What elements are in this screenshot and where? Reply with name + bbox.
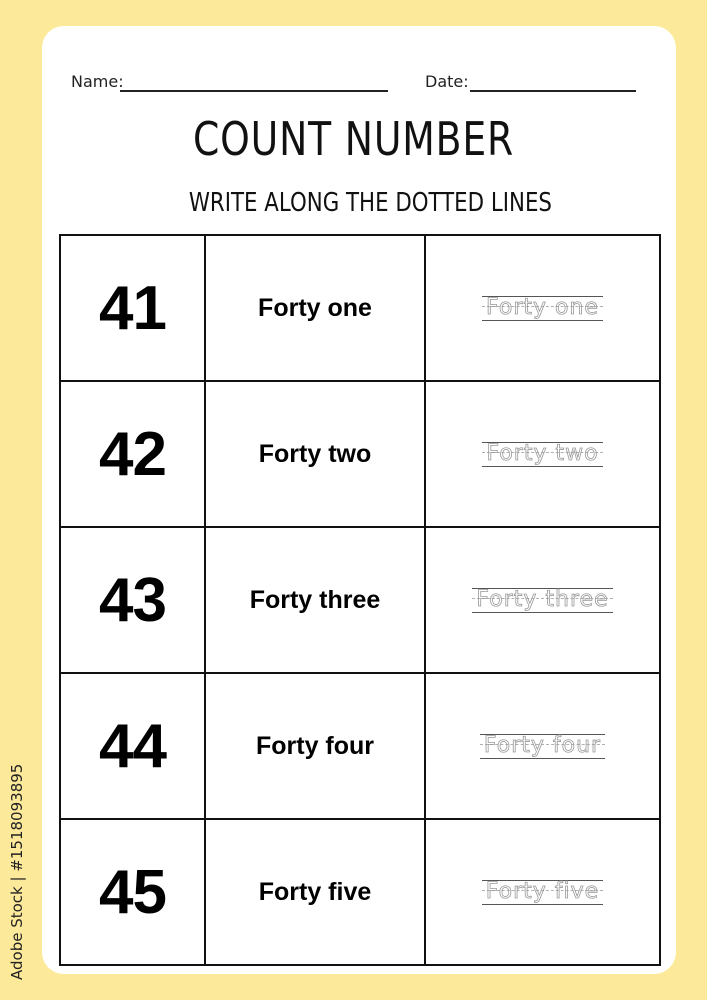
tracing-cell[interactable]	[425, 673, 660, 819]
number-cell: 44	[99, 711, 166, 781]
table-row	[60, 235, 660, 381]
table-row	[60, 381, 660, 527]
date-field[interactable]	[470, 90, 636, 92]
stock-watermark: Adobe Stock | #1518093895	[8, 763, 26, 980]
counting-table	[59, 234, 661, 966]
number-cell: 42	[99, 419, 166, 489]
table-row	[60, 673, 660, 819]
tracing-text: Forty two	[486, 441, 599, 466]
tracing-text: Forty one	[486, 295, 599, 320]
number-cell: 43	[99, 565, 166, 635]
tracing-text: Forty three	[476, 587, 609, 612]
tracing-text: Forty four	[483, 733, 602, 758]
number-cell: 41	[99, 273, 166, 343]
number-word-cell: Forty one	[258, 293, 372, 322]
table-row	[60, 527, 660, 673]
name-label: Name:	[71, 72, 124, 91]
table-row	[60, 819, 660, 965]
number-word-cell: Forty three	[249, 585, 381, 614]
tracing-cell[interactable]	[425, 235, 660, 381]
tracing-cell[interactable]	[425, 819, 660, 965]
worksheet-title: COUNT NUMBER	[192, 112, 515, 166]
tracing-cell[interactable]	[425, 381, 660, 527]
worksheet-subtitle: WRITE ALONG THE DOTTED LINES	[188, 188, 552, 218]
number-word-cell: Forty four	[255, 731, 375, 760]
tracing-cell[interactable]	[425, 527, 660, 673]
number-cell: 45	[99, 857, 166, 927]
number-word-cell: Forty two	[258, 439, 372, 468]
date-label: Date:	[425, 72, 469, 91]
number-word-cell: Forty five	[258, 877, 372, 906]
tracing-text: Forty five	[485, 879, 600, 904]
name-field[interactable]	[120, 90, 388, 92]
